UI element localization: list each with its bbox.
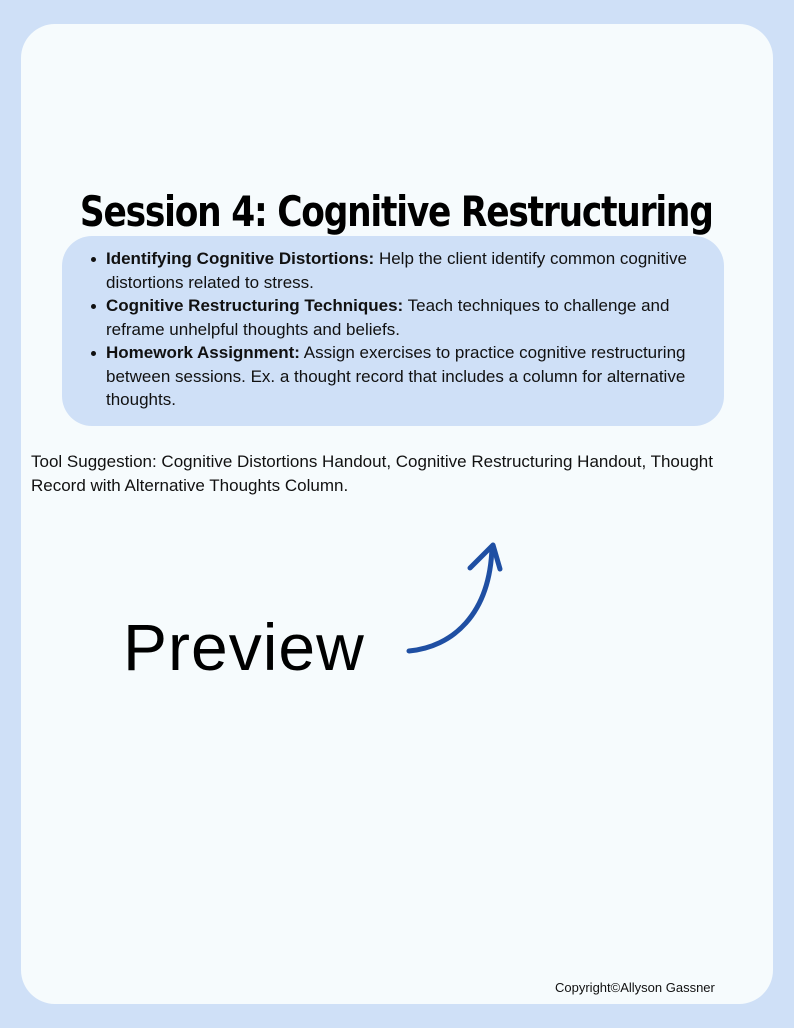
- preview-label: Preview: [123, 610, 365, 684]
- copyright: Copyright©Allyson Gassner: [555, 980, 715, 995]
- arrow-head: [470, 545, 500, 569]
- page-title: Session 4: Cognitive Restructuring: [79, 187, 713, 236]
- bullet-text: Teach techniques to challenge and reframe unhelpful thoughts and beliefs.: [106, 296, 670, 339]
- bullet-label: Identifying Cognitive Distortions:: [106, 249, 375, 268]
- bullet-box: [62, 236, 724, 426]
- curved-arrow-icon: [400, 535, 510, 660]
- arrow-shaft: [409, 547, 492, 651]
- list-item: [106, 341, 708, 412]
- bullet-label: Homework Assignment:: [106, 343, 300, 362]
- list-item: [106, 247, 708, 294]
- page-card: [21, 24, 773, 1004]
- bullet-text: Assign exercises to practice cognitive restructuring between sessions. Ex. a thought record that includes a column for alternative thoughts.: [106, 343, 686, 409]
- bullet-text: Help the client identify common cognitive distortions related to stress.: [106, 249, 687, 292]
- list-item: [106, 294, 708, 341]
- bullet-list: [106, 247, 708, 412]
- tool-suggestion: Tool Suggestion: Cognitive Distortions Handout, Cognitive Restructuring Handout, Thought Record with Alternative Thoughts Column.: [31, 452, 713, 495]
- bullet-label: Cognitive Restructuring Techniques:: [106, 296, 404, 315]
